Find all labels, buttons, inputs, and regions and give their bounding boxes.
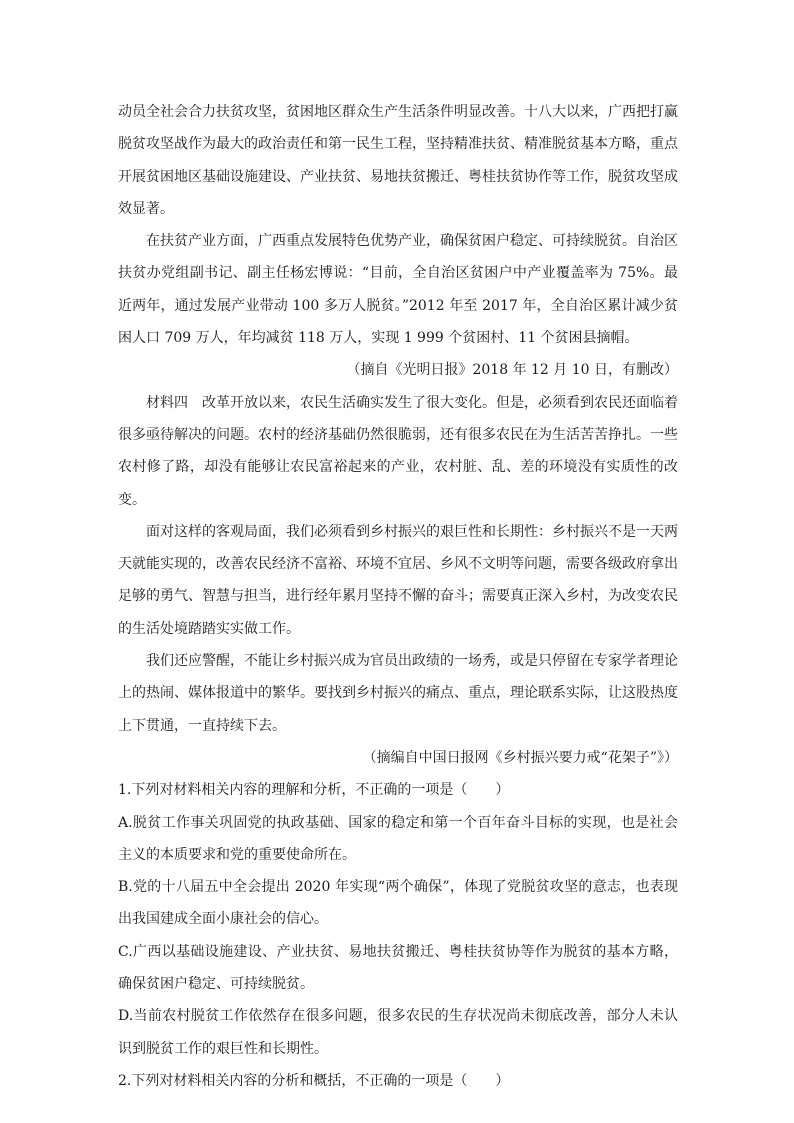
question-1-option-c: C.广西以基础设施建设、产业扶贫、易地扶贫搬迁、粤桂扶贫协等作为脱贫的基本方略，确保贫困户稳定、可持续脱贫。: [118, 943, 678, 993]
question-2: 2.下列对材料相关内容的分析和概括，不正确的一项是（ ）: [118, 1072, 510, 1089]
question-1: 1.下列对材料相关内容的理解和分析，不正确的一项是（ ）: [118, 782, 510, 799]
question-1-option-b: B.党的十八届五中全会提出 2020 年实现“两个确保”，体现了党脱贫攻坚的意志，也表现出我国建成全面小康社会的信心。: [118, 879, 678, 928]
material3-paragraph-1: 动员全社会合力扶贫攻坚，贫困地区群众生产生活条件明显改善。十八大以来，广西把打赢脱贫攻坚战作为最大的政治责任和第一民生工程，坚持精准扶贫、精准脱贫基本方略，重点开展贫困地区基础设施建设、产业扶贫、易地扶贫搬迁、粤桂扶贫协作等工作，脱贫攻坚成效显著。: [118, 104, 678, 217]
material4-source: （摘编自中国日报网《乡村振兴要力戒“花架子”》）: [362, 749, 678, 766]
question-1-option-a: A.脱贫工作事关巩固党的执政基础、国家的稳定和第一个百年奋斗目标的实现，也是社会主义的本质要求和党的重要使命所在。: [118, 814, 678, 863]
material3-paragraph-2: 在扶贫产业方面，广西重点发展特色优势产业，确保贫困户稳定、可持续脱贫。自治区扶贫办党组副书记、副主任杨宏博说：“目前，全自治区贫困户中产业覆盖率为 75%。最近两年，通过发展产业带动 100 多万人脱贫。”2012 年至 2017 年，全自治区累计减少贫困人口 709 万人，年均减贫 118 万人，实现 1 999 个贫困村、11 个贫困县摘帽。: [118, 233, 678, 347]
material4-paragraph-2: 面对这样的客观局面，我们必须看到乡村振兴的艰巨性和长期性：乡村振兴不是一天两天就能实现的，改善农民经济不富裕、环境不宜居、乡风不文明等问题，需要各级政府拿出足够的勇气、智慧与担当，进行经年累月坚持不懈的奋斗；需要真正深入乡村，为改变农民的生活处境踏踏实实做工作。: [118, 523, 678, 637]
material4-paragraph-1: 材料四 改革开放以来，农民生活确实发生了很大变化。但是，必须看到农民还面临着很多亟待解决的问题。农村的经济基础仍然很脆弱，还有很多农民在为生活苦苦挣扎。一些农村修了路，却没有能够让农民富裕起来的产业，农村脏、乱、差的环境没有实质性的改变。: [118, 394, 678, 508]
document-page: [118, 96, 678, 1097]
material4-paragraph-3: 我们还应警醒，不能让乡村振兴成为官员出政绩的一场秀，或是只停留在专家学者理论上的热闹、媒体报道中的繁华。要找到乡村振兴的痛点、重点，理论联系实际，让这股热度上下贯通，一直持续下去。: [118, 653, 678, 734]
question-1-option-d: D.当前农村脱贫工作依然存在很多问题，很多农民的生存状况尚未彻底改善，部分人未认识到脱贫工作的艰巨性和长期性。: [118, 1008, 678, 1057]
material3-source: （摘自《光明日报》2018 年 12 月 10 日，有删改）: [346, 362, 678, 379]
